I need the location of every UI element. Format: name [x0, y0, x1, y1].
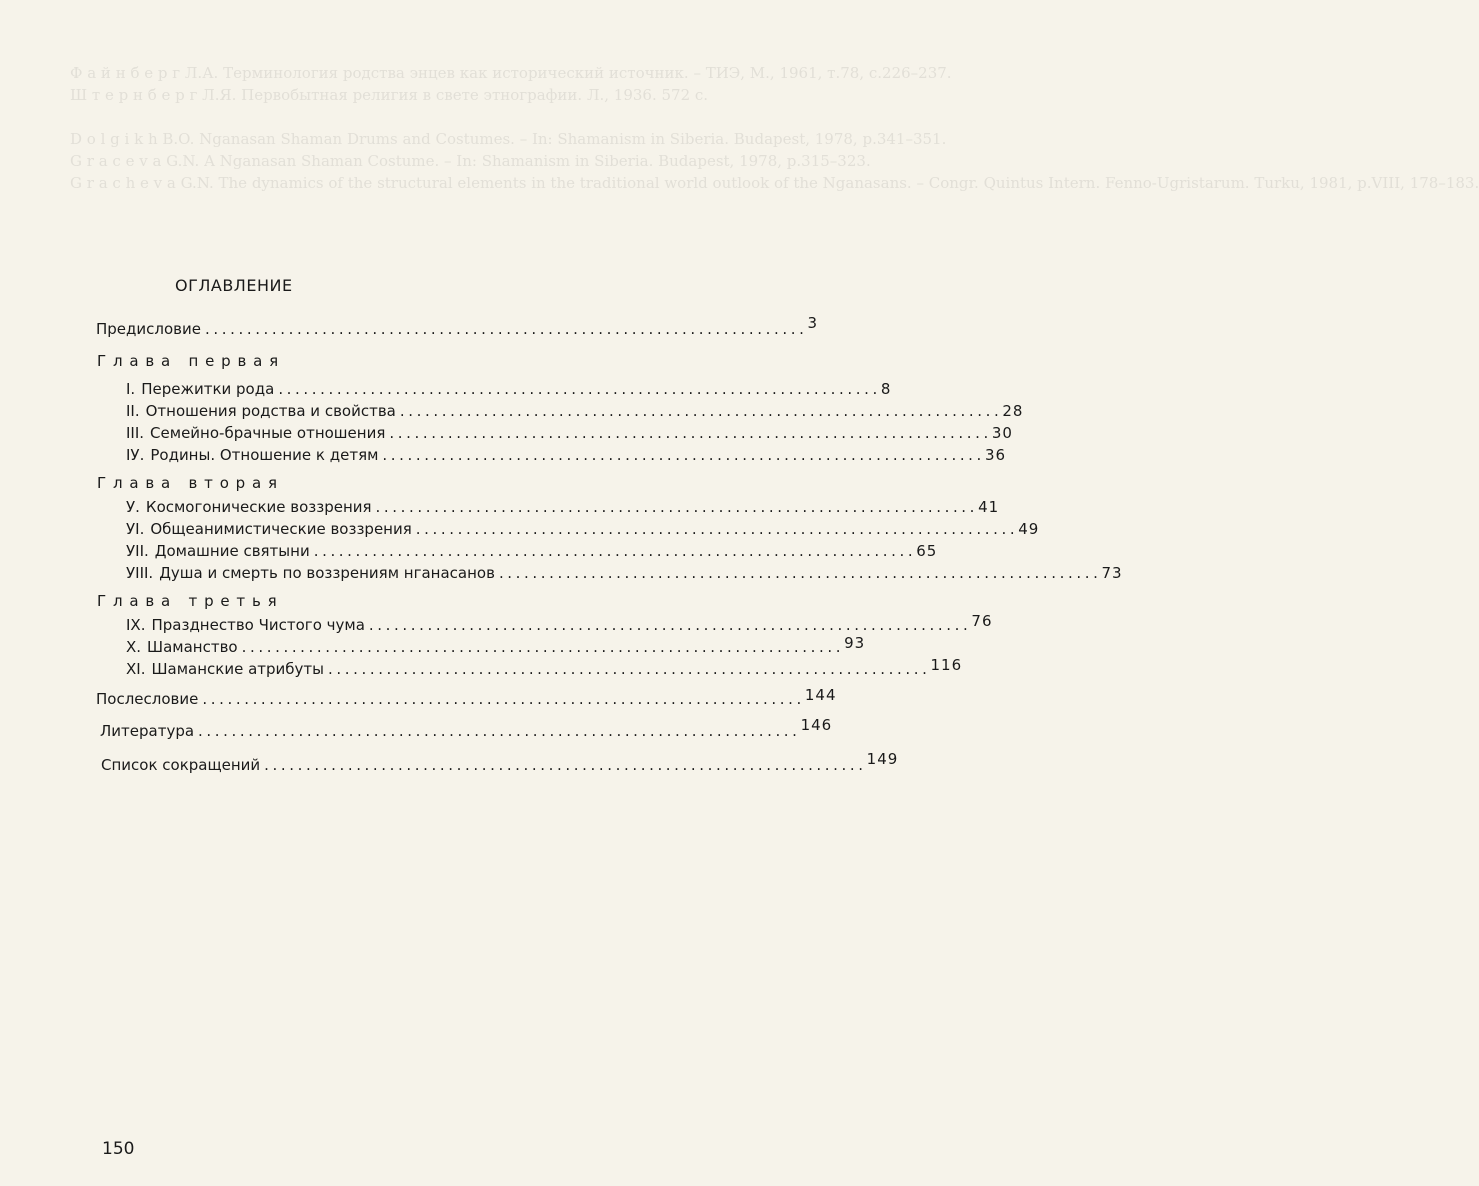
chapter-number: УII. [126, 542, 149, 560]
toc-entry-label: Празднество Чистого чума [151, 616, 365, 634]
chapter-number: II. [126, 402, 140, 420]
leader-dots: ........................................................................ [498, 564, 1102, 582]
chapter-number: IX. [126, 616, 146, 634]
toc-entry [126, 540, 938, 562]
toc-entry-label: Душа и смерть по воззрениям нганасанов [159, 564, 495, 582]
leader-dots: ........................................................................ [389, 424, 992, 442]
toc-entry-page: 30 [991, 424, 1013, 442]
chapter-number: УI. [126, 520, 145, 538]
page-number: 150 [102, 1139, 135, 1159]
toc-entry-label: Космогонические воззрения [145, 498, 372, 516]
leader-dots: ........................................................................ [313, 542, 917, 560]
toc-entry [126, 400, 1024, 422]
chapter-heading-1: Глава первая [97, 352, 285, 370]
toc-entry-label: Семейно-брачные отношения [150, 424, 386, 442]
toc-entry [126, 656, 963, 680]
toc-entry-label: Список сокращений [101, 756, 261, 774]
toc-entry-label: Послесловие [96, 690, 199, 708]
toc-entry-label: Литература [100, 722, 195, 740]
toc-entry-label: Шаманство [147, 638, 238, 656]
toc-entry-label: Предисловие [96, 320, 201, 338]
toc-entry-page: 41 [978, 498, 1000, 516]
show-through-text: Ф а й н б е р г Л.А. Терминология родства энцев как исторический источник. – ТИЭ, М., 1961, т.78, с.226–237. Ш т е р н б е р г Л.Я. Первобытная религия в свете этнографии. Л., 1936. 572 с. D o l g i k h B.O. Nganasan Shaman Drums and Costumes. – In: Shamanism in Siberia. Budapest, 1978, p.341–351. G r a c e v a G.N. A Nganasan Shaman Costume. – In: Shamanism in Siberia. Budapest, 1978, p.315–323. G r a c h e v a G.N. The dynamics of the structural elements in the traditional world outlook of the Nganasans. – Congr. Quintus Intern. Fenno-Ugristarum. Turku, 1981, p.VIII, 178–183. [70, 64, 1479, 192]
toc-entry-page: 76 [971, 612, 993, 630]
toc-entry-page: 149 [866, 750, 899, 768]
leader-dots: ........................................................................ [368, 616, 972, 634]
leader-dots: ........................................................................ [415, 520, 1019, 538]
leader-dots: ........................................................................ [327, 660, 931, 678]
toc-entry [126, 422, 1013, 444]
chapter-heading-2: Глава вторая [97, 474, 284, 492]
leader-dots: ........................................................................ [399, 402, 1003, 420]
chapter-number: УIII. [126, 564, 154, 582]
chapter-number: У. [126, 498, 140, 516]
toc-entry [126, 612, 993, 636]
leader-dots: ........................................................................ [382, 446, 985, 464]
chapter-heading-3: Глава третья [97, 592, 284, 610]
toc-entry-label: Шаманские атрибуты [151, 660, 324, 678]
toc-entry [126, 444, 1007, 466]
toc-entry-afterword [96, 686, 837, 710]
toc-entry-page: 146 [800, 716, 833, 734]
toc-entry-page: 36 [984, 446, 1007, 464]
leader-dots: ........................................................................ [375, 498, 979, 516]
toc-entry-page: 8 [880, 380, 892, 398]
toc-entry [126, 496, 1000, 518]
toc-entry [126, 378, 892, 400]
leader-dots: ........................................................................ [278, 380, 881, 398]
toc-entry-page: 144 [804, 686, 837, 704]
toc-entry-page: 28 [1002, 402, 1024, 420]
toc-entry-page: 73 [1101, 564, 1123, 582]
toc-entry-literature [100, 716, 833, 742]
page-title: ОГЛАВЛЕНИЕ [175, 276, 293, 295]
leader-dots: ........................................................................ [202, 690, 805, 708]
toc-entry-abbreviations [101, 750, 899, 776]
toc-entry-label: Домашние святыни [154, 542, 310, 560]
toc-entry-label: Общеанимистические воззрения [150, 520, 412, 538]
toc-entry-page: 65 [916, 542, 938, 560]
toc-entry-label: Пережитки рода [141, 380, 275, 398]
leader-dots: ........................................................................ [264, 756, 867, 774]
leader-dots: ........................................................................ [204, 320, 808, 338]
chapter-number: X. [126, 638, 142, 656]
toc-entry-label: Родины. Отношение к детям [150, 446, 379, 464]
chapter-number: III. [126, 424, 145, 442]
toc-entry-page: 3 [807, 314, 819, 332]
toc-entry-preface [96, 314, 819, 340]
chapter-number: XI. [126, 660, 146, 678]
toc-entry [126, 634, 866, 658]
leader-dots: ........................................................................ [241, 638, 845, 656]
chapter-number: IУ. [126, 446, 145, 464]
toc-entry-label: Отношения родства и свойства [145, 402, 396, 420]
chapter-number: I. [126, 380, 136, 398]
toc-entry-page: 49 [1018, 520, 1040, 538]
toc-entry-page: 116 [930, 656, 963, 674]
toc-entry-page: 93 [844, 634, 866, 652]
toc-entry [126, 562, 1123, 584]
leader-dots: ........................................................................ [198, 722, 801, 740]
toc-entry [126, 518, 1040, 540]
